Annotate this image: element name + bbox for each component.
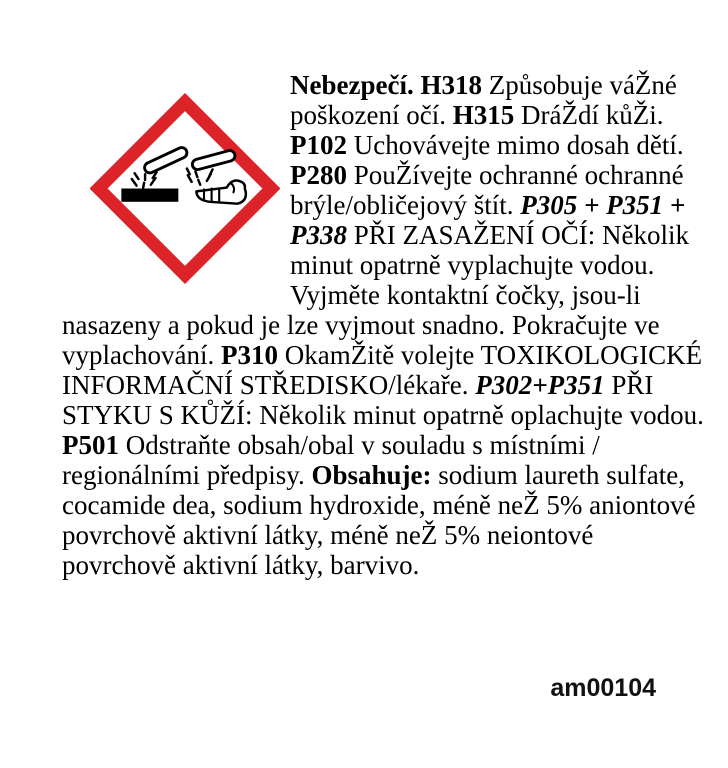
ghs05-corrosion-pictogram-icon: [90, 91, 280, 286]
text-run-bold: P501: [62, 430, 119, 460]
text-run-normal: sodium laureth sulfate, cocamide dea, sodium hydroxide, méně neŽ 5% aniontové povrchově aktivní látky, méně neŽ 5% neiontové povrchově aktivní látky, barvivo.: [62, 460, 696, 580]
text-run-bold: P102: [290, 130, 347, 160]
label-body: [62, 70, 712, 580]
text-run-bolditalic: P302+P351: [475, 370, 605, 400]
ghs05-corrosive-pictogram: [62, 70, 290, 300]
corroded-surface-bar: [121, 189, 178, 202]
text-run-normal: Odstraňte obsah/obal v souladu s místními / regionálními předpisy.: [62, 430, 600, 490]
text-run-bold: Nebezpečí. H318: [290, 70, 482, 100]
text-run-bold: P310: [220, 340, 278, 370]
sample-code-label: am00104: [550, 674, 656, 702]
text-run-normal: Způsobuje váŽné poškození očí.: [290, 70, 677, 130]
text-run-bold: Obsahuje:: [311, 460, 432, 490]
text-run-bold: P280: [290, 160, 347, 190]
text-run-bold: H315: [452, 100, 515, 130]
text-run-normal: PŘI STYKU S KŮŽÍ: Několik minut opatrně oplachujte vodou.: [62, 370, 704, 430]
text-run-normal: Uchovávejte mimo dosah dětí.: [347, 130, 684, 160]
text-run-normal: DráŽdí kůŽi.: [514, 100, 664, 130]
text-run-normal: OkamŽitě volejte TOXIKOLOGICKÉ INFORMAČNÍ STŘEDISKO/lékaře.: [62, 340, 703, 400]
text-run-bolditalic: P305 + P351 + P338: [290, 190, 686, 250]
text-run-normal: PŘI ZASAŽENÍ OČÍ: Několik minut opatrně vyplachujte vodou. Vyjměte kontaktní čočky, jsou-li nasazeny a pokud je lze vyjmout snadno. Pokračujte ve vyplachování.: [62, 220, 689, 370]
text-run-normal: PouŽívejte ochranné ochranné brýle/obličejový štít.: [290, 160, 684, 220]
